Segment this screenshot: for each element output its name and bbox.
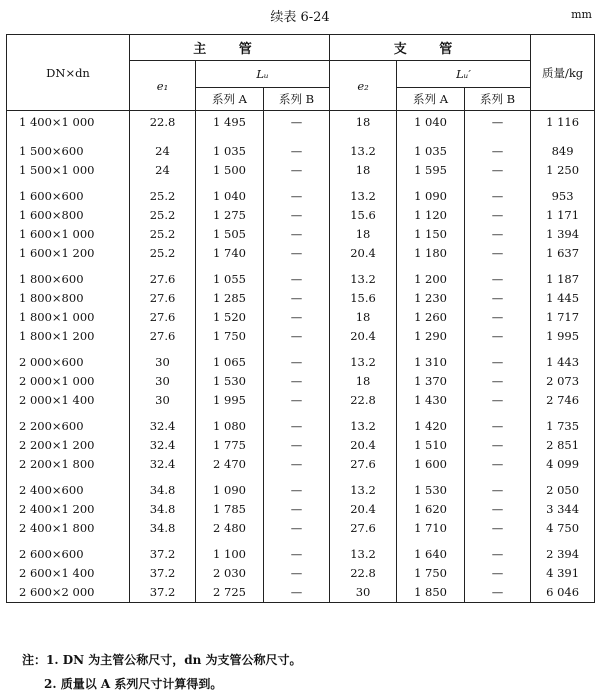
spacer-cell: [531, 538, 595, 545]
table-cell: —: [465, 270, 531, 289]
spacer-cell: [397, 180, 465, 187]
note-1: 注：1. DN 为主管公称尺寸，dn 为支管公称尺寸。: [22, 653, 302, 667]
table-cell: 1 055: [196, 270, 264, 289]
spacer-cell: [264, 474, 330, 481]
table-cell: —: [264, 142, 330, 161]
table-cell: 25.2: [130, 187, 196, 206]
header-dn: DN×dn: [7, 35, 130, 111]
table-cell: 18: [330, 308, 397, 327]
table-cell: 1 785: [196, 500, 264, 519]
table-cell: —: [264, 481, 330, 500]
table-cell: 1 120: [397, 206, 465, 225]
table-cell: —: [264, 353, 330, 372]
table-cell: 1 800×600: [7, 270, 130, 289]
spacer-cell: [264, 263, 330, 270]
table-cell: —: [465, 142, 531, 161]
table-cell: —: [465, 206, 531, 225]
table-row: [7, 187, 595, 206]
table-cell: 20.4: [330, 436, 397, 455]
table-cell: 1 035: [196, 142, 264, 161]
table-row: [7, 564, 595, 583]
spacer-cell: [7, 538, 130, 545]
table-cell: 4 391: [531, 564, 595, 583]
table-cell: 1 230: [397, 289, 465, 308]
table-cell: 1 520: [196, 308, 264, 327]
table-cell: 1 620: [397, 500, 465, 519]
table-cell: 2 725: [196, 583, 264, 603]
table-cell: 1 090: [196, 481, 264, 500]
spacer-cell: [130, 135, 196, 142]
group-spacer: [7, 346, 595, 353]
spacer-cell: [130, 346, 196, 353]
table-cell: —: [264, 391, 330, 410]
table-cell: —: [465, 417, 531, 436]
spacer-cell: [264, 180, 330, 187]
table-cell: 13.2: [330, 353, 397, 372]
table-cell: 34.8: [130, 500, 196, 519]
table-cell: 1 735: [531, 417, 595, 436]
spacer-cell: [264, 538, 330, 545]
table-cell: —: [465, 161, 531, 180]
table-cell: 1 290: [397, 327, 465, 346]
table-cell: 1 800×1 000: [7, 308, 130, 327]
table-cell: 2 200×1 200: [7, 436, 130, 455]
table-row: [7, 391, 595, 410]
table-cell: 20.4: [330, 500, 397, 519]
table-cell: 32.4: [130, 436, 196, 455]
table-cell: 1 595: [397, 161, 465, 180]
table-cell: 1 150: [397, 225, 465, 244]
table-cell: 1 445: [531, 289, 595, 308]
table-row: [7, 519, 595, 538]
table-cell: 2 480: [196, 519, 264, 538]
table-cell: —: [465, 353, 531, 372]
notes: [22, 648, 302, 696]
table-cell: 27.6: [130, 327, 196, 346]
table-cell: —: [465, 111, 531, 135]
table-cell: 1 800×1 200: [7, 327, 130, 346]
note-2: 2. 质量以 A 系列尺寸计算得到。: [44, 677, 223, 691]
table-cell: 1 530: [397, 481, 465, 500]
table-cell: —: [264, 500, 330, 519]
spacer-cell: [196, 263, 264, 270]
table-cell: —: [264, 161, 330, 180]
table-row: [7, 353, 595, 372]
table-cell: 2 200×1 800: [7, 455, 130, 474]
table-cell: 1 500×600: [7, 142, 130, 161]
spacer-cell: [7, 135, 130, 142]
table-cell: 25.2: [130, 206, 196, 225]
spacer-cell: [196, 135, 264, 142]
table-cell: 1 740: [196, 244, 264, 263]
group-spacer: [7, 180, 595, 187]
header-mass: 质量/kg: [531, 35, 595, 111]
table-cell: 1 995: [531, 327, 595, 346]
table-cell: —: [264, 583, 330, 603]
spacer-cell: [7, 410, 130, 417]
table-cell: 22.8: [130, 111, 196, 135]
group-spacer: [7, 538, 595, 545]
table-cell: —: [264, 270, 330, 289]
table-cell: 1 400×1 000: [7, 111, 130, 135]
table-cell: 18: [330, 225, 397, 244]
table-cell: 1 637: [531, 244, 595, 263]
table-cell: 37.2: [130, 564, 196, 583]
table-cell: 2 000×1 400: [7, 391, 130, 410]
table-row: [7, 111, 595, 135]
spacer-cell: [465, 538, 531, 545]
table-cell: 1 495: [196, 111, 264, 135]
table-cell: —: [465, 327, 531, 346]
table-cell: —: [264, 455, 330, 474]
table-cell: 13.2: [330, 142, 397, 161]
table-cell: 2 050: [531, 481, 595, 500]
table-cell: 2 400×1 800: [7, 519, 130, 538]
table-cell: —: [465, 500, 531, 519]
table-cell: 1 200: [397, 270, 465, 289]
table-cell: 13.2: [330, 270, 397, 289]
table-cell: 4 099: [531, 455, 595, 474]
group-spacer: [7, 410, 595, 417]
table-cell: 1 250: [531, 161, 595, 180]
table-cell: —: [465, 545, 531, 564]
spacer-cell: [330, 180, 397, 187]
table-cell: 24: [130, 142, 196, 161]
spacer-cell: [397, 135, 465, 142]
table-cell: 25.2: [130, 225, 196, 244]
dimension-table: [6, 34, 595, 603]
header-lu-prime: Lᵤ′: [397, 61, 531, 88]
table-cell: 849: [531, 142, 595, 161]
spacer-cell: [7, 346, 130, 353]
table-cell: 13.2: [330, 417, 397, 436]
spacer-cell: [7, 474, 130, 481]
table-row: [7, 455, 595, 474]
table-cell: 25.2: [130, 244, 196, 263]
table-cell: —: [465, 519, 531, 538]
table-cell: —: [264, 244, 330, 263]
group-spacer: [7, 263, 595, 270]
table-row: [7, 545, 595, 564]
table-cell: —: [264, 372, 330, 391]
spacer-cell: [465, 346, 531, 353]
spacer-cell: [531, 180, 595, 187]
table-row: [7, 417, 595, 436]
table-cell: 1 180: [397, 244, 465, 263]
table-cell: 1 040: [397, 111, 465, 135]
table-cell: 32.4: [130, 417, 196, 436]
table-cell: —: [465, 187, 531, 206]
table-cell: 1 750: [196, 327, 264, 346]
table-cell: 32.4: [130, 455, 196, 474]
spacer-cell: [397, 410, 465, 417]
table-cell: 1 995: [196, 391, 264, 410]
spacer-cell: [397, 474, 465, 481]
table-row: [7, 225, 595, 244]
table-cell: 1 275: [196, 206, 264, 225]
table-cell: 2 400×600: [7, 481, 130, 500]
table-cell: 2 400×1 200: [7, 500, 130, 519]
table-cell: 20.4: [330, 244, 397, 263]
table-row: [7, 436, 595, 455]
table-title: 续表 6-24: [270, 10, 330, 25]
table-cell: 6 046: [531, 583, 595, 603]
header-main-series-a: 系列 A: [196, 88, 264, 111]
table-cell: 2 746: [531, 391, 595, 410]
spacer-cell: [465, 180, 531, 187]
table-cell: —: [465, 436, 531, 455]
group-spacer: [7, 474, 595, 481]
table-cell: 1 800×800: [7, 289, 130, 308]
table-cell: 13.2: [330, 545, 397, 564]
table-cell: 30: [130, 391, 196, 410]
spacer-cell: [130, 263, 196, 270]
unit-label: mm: [571, 8, 592, 21]
table-row: [7, 583, 595, 603]
table-row: [7, 270, 595, 289]
table-cell: 2 394: [531, 545, 595, 564]
table-cell: 27.6: [130, 289, 196, 308]
table-cell: —: [465, 564, 531, 583]
table-cell: 2 000×600: [7, 353, 130, 372]
table-row: [7, 244, 595, 263]
spacer-cell: [264, 346, 330, 353]
table-cell: 18: [330, 372, 397, 391]
table-cell: —: [264, 225, 330, 244]
header-main-series-b: 系列 B: [264, 88, 330, 111]
spacer-cell: [196, 538, 264, 545]
table-row: [7, 481, 595, 500]
spacer-cell: [465, 474, 531, 481]
table-cell: 34.8: [130, 519, 196, 538]
table-cell: 2 030: [196, 564, 264, 583]
spacer-cell: [330, 474, 397, 481]
table-cell: 1 775: [196, 436, 264, 455]
table-cell: 3 344: [531, 500, 595, 519]
table-cell: 1 116: [531, 111, 595, 135]
table-cell: —: [465, 391, 531, 410]
table-cell: —: [264, 187, 330, 206]
table-cell: 1 500×1 000: [7, 161, 130, 180]
spacer-cell: [264, 410, 330, 417]
table-row: [7, 142, 595, 161]
table-cell: 1 080: [196, 417, 264, 436]
spacer-cell: [130, 180, 196, 187]
table-cell: —: [264, 436, 330, 455]
table-cell: —: [465, 583, 531, 603]
table-cell: 1 171: [531, 206, 595, 225]
table-row: [7, 161, 595, 180]
spacer-cell: [196, 474, 264, 481]
spacer-cell: [264, 135, 330, 142]
table-cell: 4 750: [531, 519, 595, 538]
spacer-cell: [465, 263, 531, 270]
table-cell: 1 430: [397, 391, 465, 410]
table-cell: 15.6: [330, 206, 397, 225]
header-branch-pipe: 支 管: [330, 35, 531, 61]
table-cell: 2 000×1 000: [7, 372, 130, 391]
table-cell: 1 443: [531, 353, 595, 372]
table-cell: 15.6: [330, 289, 397, 308]
table-cell: 1 600×1 000: [7, 225, 130, 244]
table-cell: 2 470: [196, 455, 264, 474]
table-cell: —: [264, 564, 330, 583]
table-cell: —: [465, 225, 531, 244]
table-cell: 2 600×1 400: [7, 564, 130, 583]
table-cell: 27.6: [130, 308, 196, 327]
spacer-cell: [465, 135, 531, 142]
spacer-cell: [397, 263, 465, 270]
table-cell: 1 285: [196, 289, 264, 308]
header-branch-series-b: 系列 B: [465, 88, 531, 111]
table-cell: 18: [330, 161, 397, 180]
table-cell: 30: [330, 583, 397, 603]
table-cell: 1 260: [397, 308, 465, 327]
spacer-cell: [397, 538, 465, 545]
table-cell: 37.2: [130, 583, 196, 603]
table-cell: 13.2: [330, 481, 397, 500]
spacer-cell: [196, 180, 264, 187]
table-row: [7, 500, 595, 519]
spacer-cell: [196, 410, 264, 417]
group-spacer: [7, 135, 595, 142]
table-cell: 27.6: [330, 455, 397, 474]
table-cell: 27.6: [130, 270, 196, 289]
table-cell: 1 090: [397, 187, 465, 206]
spacer-cell: [196, 346, 264, 353]
table-cell: 1 035: [397, 142, 465, 161]
spacer-cell: [465, 410, 531, 417]
table-cell: 1 600×1 200: [7, 244, 130, 263]
table-cell: 1 600×600: [7, 187, 130, 206]
spacer-cell: [7, 263, 130, 270]
table-cell: 1 187: [531, 270, 595, 289]
table-cell: —: [465, 455, 531, 474]
table-cell: —: [465, 481, 531, 500]
table-cell: —: [264, 417, 330, 436]
table-cell: 2 851: [531, 436, 595, 455]
table-cell: 1 420: [397, 417, 465, 436]
table-cell: 1 600: [397, 455, 465, 474]
table-cell: 1 370: [397, 372, 465, 391]
table-cell: 2 200×600: [7, 417, 130, 436]
table-cell: 22.8: [330, 564, 397, 583]
header-branch-series-a: 系列 A: [397, 88, 465, 111]
table-cell: —: [264, 111, 330, 135]
table-cell: —: [264, 519, 330, 538]
spacer-cell: [130, 538, 196, 545]
spacer-cell: [531, 135, 595, 142]
table-cell: 34.8: [130, 481, 196, 500]
spacer-cell: [330, 346, 397, 353]
table-row: [7, 206, 595, 225]
table-cell: 1 100: [196, 545, 264, 564]
spacer-cell: [330, 135, 397, 142]
table-row: [7, 289, 595, 308]
spacer-cell: [531, 474, 595, 481]
table-cell: —: [264, 289, 330, 308]
table-cell: 27.6: [330, 519, 397, 538]
table-row: [7, 308, 595, 327]
table-cell: 30: [130, 353, 196, 372]
table-cell: 22.8: [330, 391, 397, 410]
table-cell: 24: [130, 161, 196, 180]
table-cell: —: [465, 289, 531, 308]
table-row: [7, 372, 595, 391]
table-cell: 20.4: [330, 327, 397, 346]
table-cell: —: [465, 372, 531, 391]
table-cell: 1 530: [196, 372, 264, 391]
table-cell: 2 073: [531, 372, 595, 391]
table-cell: 37.2: [130, 545, 196, 564]
table-cell: 1 510: [397, 436, 465, 455]
spacer-cell: [531, 410, 595, 417]
table-cell: 1 717: [531, 308, 595, 327]
header-main-pipe: 主 管: [130, 35, 330, 61]
table-body: [7, 111, 595, 603]
spacer-cell: [330, 410, 397, 417]
table-cell: 13.2: [330, 187, 397, 206]
spacer-cell: [130, 474, 196, 481]
table-cell: 1 640: [397, 545, 465, 564]
spacer-cell: [397, 346, 465, 353]
table-cell: 1 710: [397, 519, 465, 538]
table-cell: —: [264, 206, 330, 225]
spacer-cell: [531, 346, 595, 353]
spacer-cell: [130, 410, 196, 417]
table-cell: 1 750: [397, 564, 465, 583]
spacer-cell: [330, 538, 397, 545]
table-cell: 30: [130, 372, 196, 391]
table-cell: —: [264, 545, 330, 564]
table-cell: 2 600×2 000: [7, 583, 130, 603]
table-cell: —: [465, 244, 531, 263]
table-cell: 1 065: [196, 353, 264, 372]
header-lu: Lᵤ: [196, 61, 330, 88]
table-row: [7, 327, 595, 346]
table-cell: —: [264, 327, 330, 346]
table-cell: 1 500: [196, 161, 264, 180]
table-cell: 1 310: [397, 353, 465, 372]
table-cell: 1 600×800: [7, 206, 130, 225]
table-cell: 953: [531, 187, 595, 206]
spacer-cell: [330, 263, 397, 270]
spacer-cell: [531, 263, 595, 270]
table-cell: 1 040: [196, 187, 264, 206]
table-cell: 18: [330, 111, 397, 135]
header-e2: e₂: [330, 61, 397, 111]
table-cell: —: [264, 308, 330, 327]
table-cell: —: [465, 308, 531, 327]
table-cell: 2 600×600: [7, 545, 130, 564]
table-cell: 1 394: [531, 225, 595, 244]
table-cell: 1 850: [397, 583, 465, 603]
spacer-cell: [7, 180, 130, 187]
table-cell: 1 505: [196, 225, 264, 244]
header-e1: e₁: [130, 61, 196, 111]
